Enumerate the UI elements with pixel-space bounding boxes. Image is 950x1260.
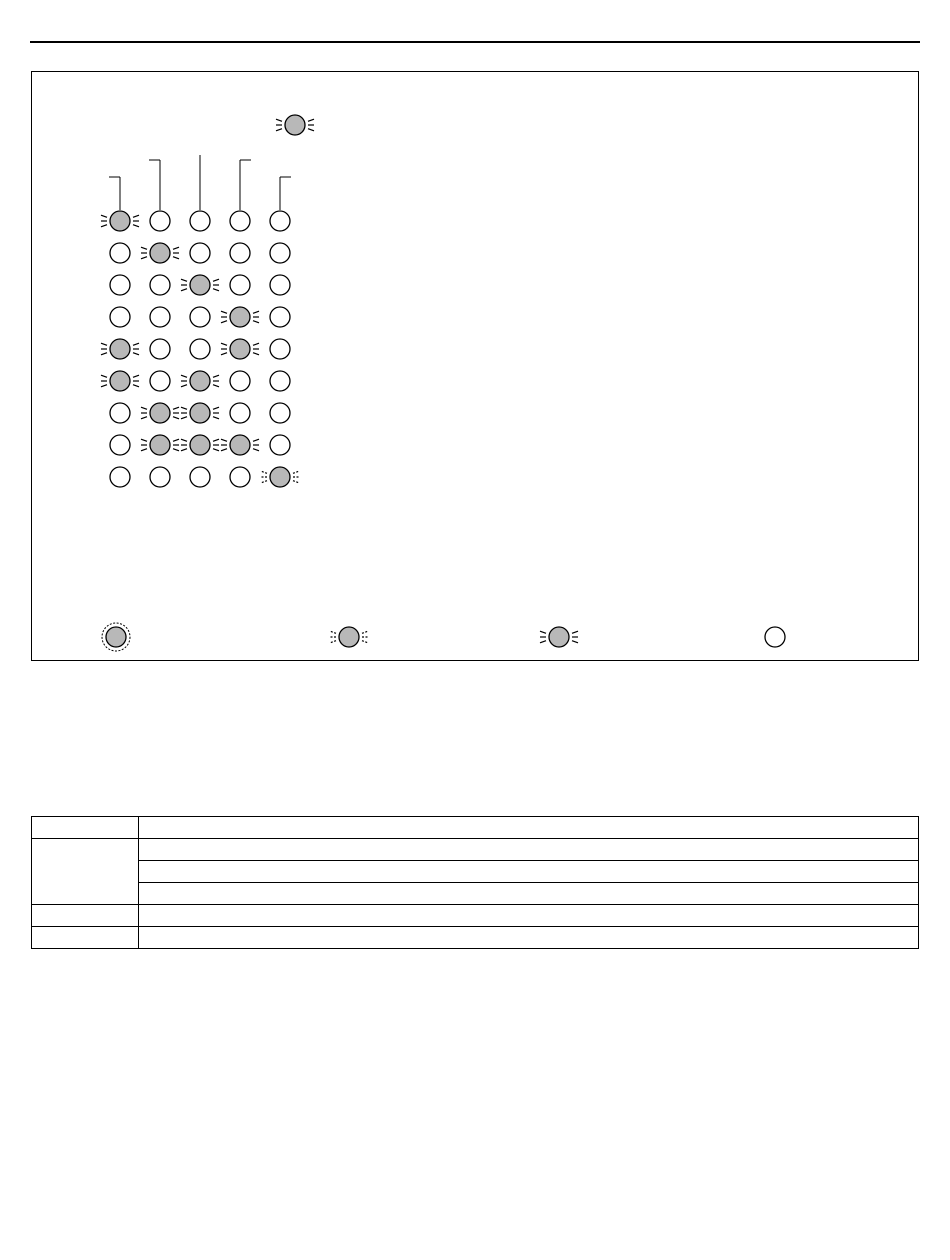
led-indicator-icon <box>221 435 259 455</box>
led-indicator-icon <box>190 339 210 359</box>
column-callout-line <box>149 160 160 210</box>
table-cell <box>139 927 919 949</box>
table-cell <box>139 861 919 883</box>
led-indicator-icon <box>270 435 290 455</box>
led-indicator-icon <box>110 275 130 295</box>
led-indicator-icon <box>141 435 179 455</box>
table-row <box>32 861 919 883</box>
table-cell <box>139 905 919 927</box>
led-indicator-icon <box>141 403 179 423</box>
led-indicator-icon <box>270 275 290 295</box>
led-indicator-icon <box>181 435 219 455</box>
led-indicator-icon <box>101 371 139 391</box>
led-indicator-icon <box>230 467 250 487</box>
table-cell <box>139 883 919 905</box>
led-indicator-icon <box>190 467 210 487</box>
led-indicator-icon <box>270 211 290 231</box>
table-row <box>32 883 919 905</box>
table-cell <box>139 839 919 861</box>
led-indicator-icon <box>150 307 170 327</box>
table-cell <box>32 817 139 839</box>
led-indicator-icon <box>261 467 299 487</box>
led-indicator-icon <box>150 339 170 359</box>
led-indicator-icon <box>230 403 250 423</box>
indicator-panel <box>31 71 919 661</box>
table-cell <box>32 927 139 949</box>
led-indicator-icon <box>230 275 250 295</box>
status-table <box>31 816 919 949</box>
led-indicator-icon <box>110 403 130 423</box>
led-indicator-icon <box>110 307 130 327</box>
led-indicator-icon <box>221 339 259 359</box>
indicator-diagram <box>32 72 920 662</box>
header-flash-icon <box>276 115 314 135</box>
table-row <box>32 817 919 839</box>
led-indicator-icon <box>181 371 219 391</box>
led-indicator-icon <box>101 211 139 231</box>
led-indicator-icon <box>181 275 219 295</box>
led-indicator-icon <box>270 371 290 391</box>
led-indicator-icon <box>270 339 290 359</box>
led-indicator-icon <box>110 467 130 487</box>
column-callout-line <box>109 177 120 210</box>
led-indicator-icon <box>221 307 259 327</box>
led-indicator-icon <box>230 371 250 391</box>
top-rule <box>30 41 920 43</box>
led-indicator-icon <box>190 211 210 231</box>
legend-flash-icon <box>540 627 578 647</box>
column-callout-line <box>240 160 251 210</box>
led-indicator-icon <box>230 243 250 263</box>
legend-off-icon <box>765 627 785 647</box>
led-indicator-icon <box>150 275 170 295</box>
led-indicator-icon <box>110 435 130 455</box>
table-row <box>32 927 919 949</box>
led-indicator-icon <box>101 339 139 359</box>
legend-on-icon <box>102 623 130 651</box>
led-indicator-icon <box>150 467 170 487</box>
led-indicator-icon <box>270 307 290 327</box>
led-indicator-icon <box>150 211 170 231</box>
led-indicator-icon <box>141 243 179 263</box>
led-indicator-icon <box>190 307 210 327</box>
table-cell <box>139 817 919 839</box>
led-indicator-icon <box>110 243 130 263</box>
table-row <box>32 905 919 927</box>
column-callout-line <box>280 177 291 210</box>
legend-flash-fast-icon <box>330 627 368 647</box>
led-indicator-icon <box>270 243 290 263</box>
table-cell <box>32 839 139 905</box>
led-indicator-icon <box>270 403 290 423</box>
table-cell <box>32 905 139 927</box>
led-indicator-icon <box>230 211 250 231</box>
table-row <box>32 839 919 861</box>
led-indicator-icon <box>181 403 219 423</box>
led-indicator-icon <box>190 243 210 263</box>
led-indicator-icon <box>150 371 170 391</box>
